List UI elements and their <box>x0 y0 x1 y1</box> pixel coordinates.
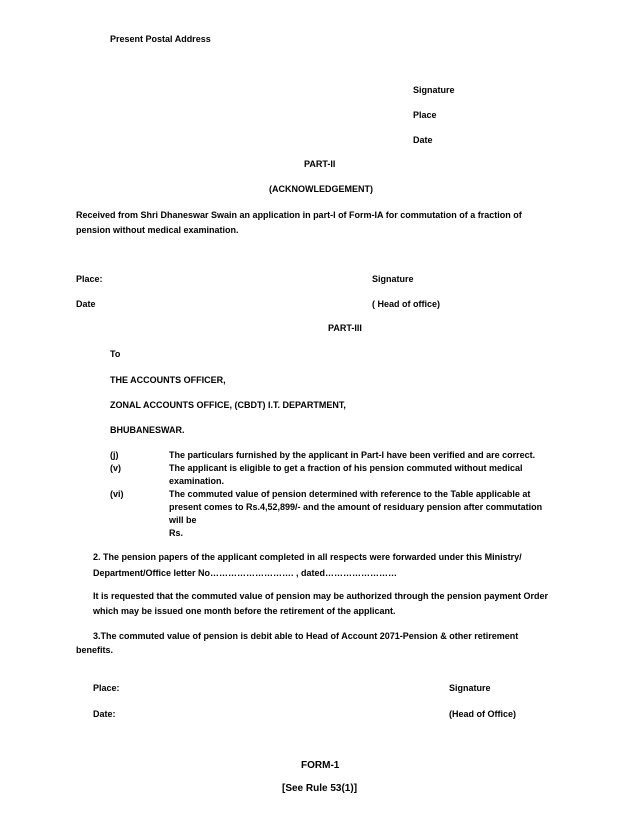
date-label-top: Date <box>413 135 433 145</box>
place-label-part3: Place: <box>93 683 120 693</box>
place-label-part2: Place: <box>76 274 103 284</box>
item-line: The applicant is eligible to get a fraction of his pension commuted without medical <box>169 463 523 473</box>
item-number: (vi) <box>110 489 124 499</box>
to-label: To <box>110 349 121 359</box>
request-line-2: which may be issued one month before the retirement of the applicant. <box>93 606 396 616</box>
address-line-3: BHUBANESWAR. <box>110 425 185 435</box>
item-number: (v) <box>110 463 121 473</box>
address-line-1: THE ACCOUNTS OFFICER, <box>110 375 226 385</box>
item-number: (j) <box>110 450 119 460</box>
item-line: The particulars furnished by the applicant in Part-I have been verified and are correct. <box>169 450 536 460</box>
received-line-1: Received from Shri Dhaneswar Swain an application in part-I of Form-IA for commutation of a fraction of <box>76 210 522 220</box>
item-line: The commuted value of pension determined with reference to the Table applicable at <box>169 489 531 499</box>
date-label-part2: Date <box>76 299 96 309</box>
head-of-office-part2: ( Head of office) <box>372 299 441 309</box>
request-line-1: It is requested that the commuted value of pension may be authorized through the pension payment Order <box>93 591 549 601</box>
signature-label-part2: Signature <box>372 274 414 284</box>
signature-label-part3: Signature <box>449 683 491 693</box>
part2-heading: PART-II <box>304 159 336 169</box>
head-of-office-part3: (Head of Office) <box>449 709 517 719</box>
date-label-part3: Date: <box>93 709 116 719</box>
part3-heading: PART-III <box>328 323 362 333</box>
para2-line-1: 2. The pension papers of the applicant completed in all respects were forwarded under this Ministry/ <box>93 552 522 562</box>
item-line: present comes to Rs.4,52,899/- and the amount of residuary pension after commutation <box>169 502 543 512</box>
item-line: Rs. <box>169 528 184 538</box>
place-label-top: Place <box>413 110 437 120</box>
address-line-2: ZONAL ACCOUNTS OFFICE, (CBDT) I.T. DEPARTMENT, <box>110 400 346 410</box>
received-line-2: pension without medical examination. <box>76 225 239 235</box>
rule-reference: [See Rule 53(1)] <box>282 783 358 794</box>
present-postal-address-label: Present Postal Address <box>110 34 211 44</box>
para2-line-2: Department/Office letter No………………………. , dated…………………… <box>93 568 398 578</box>
acknowledgement-heading: (ACKNOWLEDGEMENT) <box>269 184 373 194</box>
para3-line-2: benefits. <box>76 645 114 655</box>
item-line: will be <box>169 515 197 525</box>
item-line: examination. <box>169 476 225 486</box>
para3-line-1: 3.The commuted value of pension is debit able to Head of Account 2071-Pension & other retirement <box>93 631 519 641</box>
form-title: FORM-1 <box>301 760 340 771</box>
signature-label-top: Signature <box>413 85 455 95</box>
